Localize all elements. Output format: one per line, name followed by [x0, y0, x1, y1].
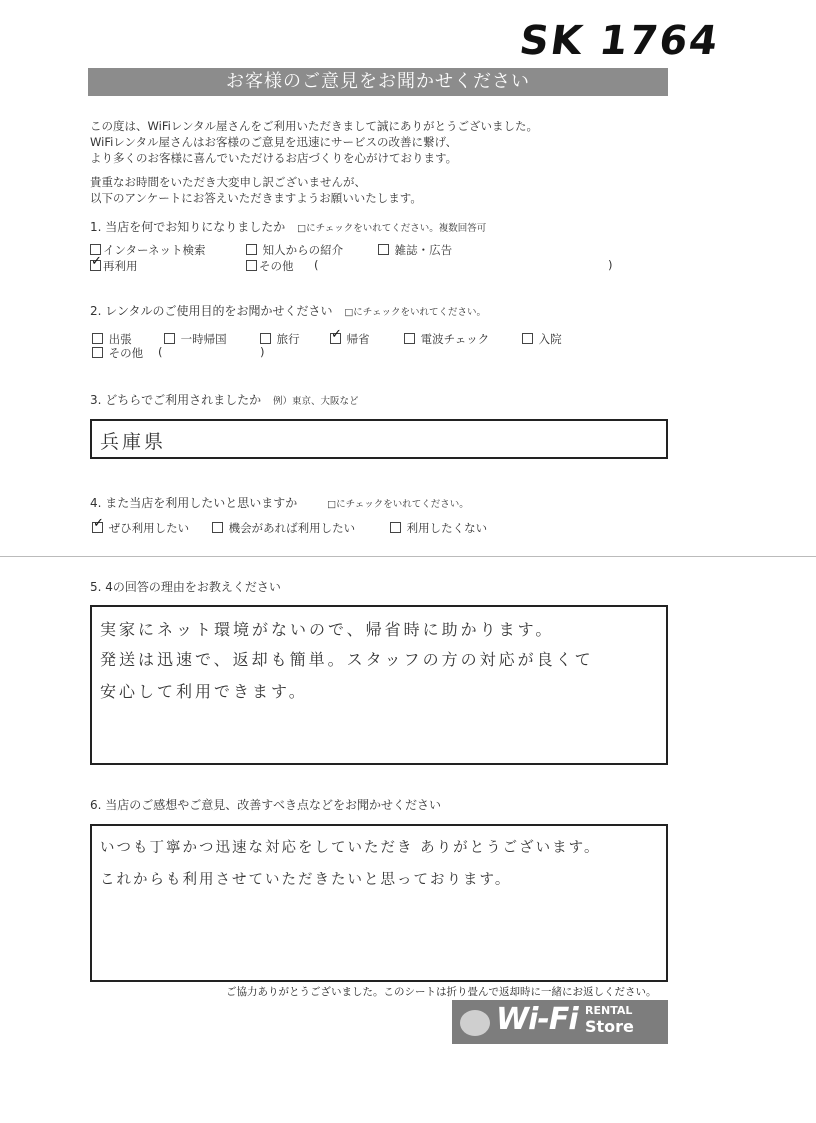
q1-option-magazine[interactable]: 雑誌・広告 — [378, 242, 452, 258]
q5-handwritten-line-3: 安心して利用できます。 — [100, 682, 308, 701]
logo-wifi-text: Wi-Fi — [496, 1002, 578, 1037]
q2-other-paren-open: ( — [158, 345, 163, 359]
q2-option-hospital[interactable]: 入院 — [522, 331, 562, 347]
q1-option-referral[interactable]: 知人からの紹介 — [246, 242, 343, 258]
checkbox-icon[interactable] — [390, 522, 401, 533]
intro-line-4: 貴重なお時間をいただき大変申し訳ございませんが、 — [90, 175, 366, 189]
q1-other-paren-close: ) — [608, 258, 613, 272]
q2-option-other[interactable]: その他 — [92, 345, 143, 361]
q3-handwritten-answer: 兵庫県 — [100, 431, 167, 453]
intro-line-5: 以下のアンケートにお答えいただきますようお願いいたします。 — [90, 191, 422, 205]
q4-option-definitely[interactable]: ✓ ぜひ利用したい — [92, 520, 189, 536]
q1-option-other[interactable]: その他 — [246, 258, 294, 274]
q2-other-paren-close: ) — [260, 345, 265, 359]
q3-answer-box[interactable] — [90, 419, 668, 459]
q4-heading — [90, 494, 469, 511]
checkbox-icon[interactable] — [92, 333, 103, 344]
q5-handwritten-line-2: 発送は迅速で、返却も簡単。スタッフの方の対応が良くて — [100, 650, 594, 669]
q1-note: □にチェックをいれてください。複数回答可 — [297, 223, 487, 234]
checkbox-icon[interactable] — [164, 333, 175, 344]
q1-title: 1. 当店を何でお知りになりましたか — [90, 220, 286, 234]
q2-option-business-trip[interactable]: 出張 — [92, 331, 132, 347]
q3-heading — [90, 391, 359, 408]
logo-rental-text: RENTAL — [585, 1004, 633, 1017]
footer-thank-you-note: ご協力ありがとうございました。このシートは折り畳んで返却時に一緒にお返しください。 — [226, 986, 657, 998]
q3-example: 例）東京、大阪など — [272, 396, 359, 407]
q6-handwritten-line-1: いつも丁寧かつ迅速な対応をしていただき ありがとうございます。 — [100, 840, 601, 856]
q4-note: □にチェックをいれてください。 — [327, 499, 469, 510]
checked-checkbox-icon[interactable] — [90, 260, 101, 271]
q6-handwritten-line-2: これからも利用させていただきたいと思っております。 — [100, 872, 512, 888]
checkbox-icon[interactable] — [404, 333, 415, 344]
q6-answer-box[interactable] — [90, 824, 668, 982]
logo-rental-store — [585, 1004, 634, 1035]
q2-note: □にチェックをいれてください。 — [344, 307, 487, 318]
q4-title: 4. また当店を利用したいと思いますか — [90, 496, 298, 510]
q1-other-paren-open: ( — [314, 258, 319, 272]
q2-heading — [90, 302, 486, 319]
wifi-rental-store-logo — [452, 1000, 668, 1044]
survey-title-banner: お客様のご意見をお聞かせください — [88, 68, 668, 96]
intro-line-1: この度は、WiFiレンタル屋さんをご利用いただきまして誠にありがとうございました。 — [90, 119, 539, 133]
checked-checkbox-icon[interactable] — [92, 522, 103, 533]
q2-title: 2. レンタルのご使用目的をお聞かせください — [90, 304, 333, 318]
q4-option-no[interactable]: 利用したくない — [390, 520, 487, 536]
q3-title: 3. どちらでご利用されましたか — [90, 393, 262, 407]
q4-option-if-chance[interactable]: 機会があれば利用したい — [212, 520, 355, 536]
checkbox-icon[interactable] — [522, 333, 533, 344]
q1-option-reuse[interactable]: ✓再利用 — [90, 258, 138, 274]
q5-handwritten-line-1: 実家にネット環境がないので、帰省時に助かります。 — [100, 620, 555, 639]
q2-option-homecoming[interactable]: ✓ 帰省 — [330, 331, 370, 347]
q5-answer-box[interactable] — [90, 605, 668, 765]
q2-option-travel[interactable]: 旅行 — [260, 331, 300, 347]
q2-option-signal-check[interactable]: 電波チェック — [404, 331, 489, 347]
checkbox-icon[interactable] — [260, 333, 271, 344]
fold-line-divider — [0, 556, 816, 557]
checked-checkbox-icon[interactable] — [330, 333, 341, 344]
logo-store-text: Store — [585, 1017, 634, 1036]
intro-line-2: WiFiレンタル屋さんはお客様のご意見を迅速にサービスの改善に繋げ、 — [90, 135, 458, 149]
checkbox-icon[interactable] — [246, 260, 257, 271]
handwritten-serial-number: SK 1764 — [516, 18, 723, 64]
q6-title: 6. 当店のご感想やご意見、改善すべき点などをお聞かせください — [90, 798, 442, 812]
checkbox-icon[interactable] — [212, 522, 223, 533]
q1-heading — [90, 218, 486, 235]
checkbox-icon[interactable] — [246, 244, 257, 255]
q1-option-internet[interactable]: インターネット検索 — [90, 242, 205, 258]
mascot-icon — [460, 1010, 490, 1036]
checkbox-icon[interactable] — [92, 347, 103, 358]
checkbox-icon[interactable] — [378, 244, 389, 255]
q2-option-temporary-return[interactable]: 一時帰国 — [164, 331, 227, 347]
intro-line-3: より多くのお客様に喜んでいただけるお店づくりを心がけております。 — [90, 151, 458, 165]
q5-title: 5. 4の回答の理由をお教えください — [90, 580, 281, 594]
